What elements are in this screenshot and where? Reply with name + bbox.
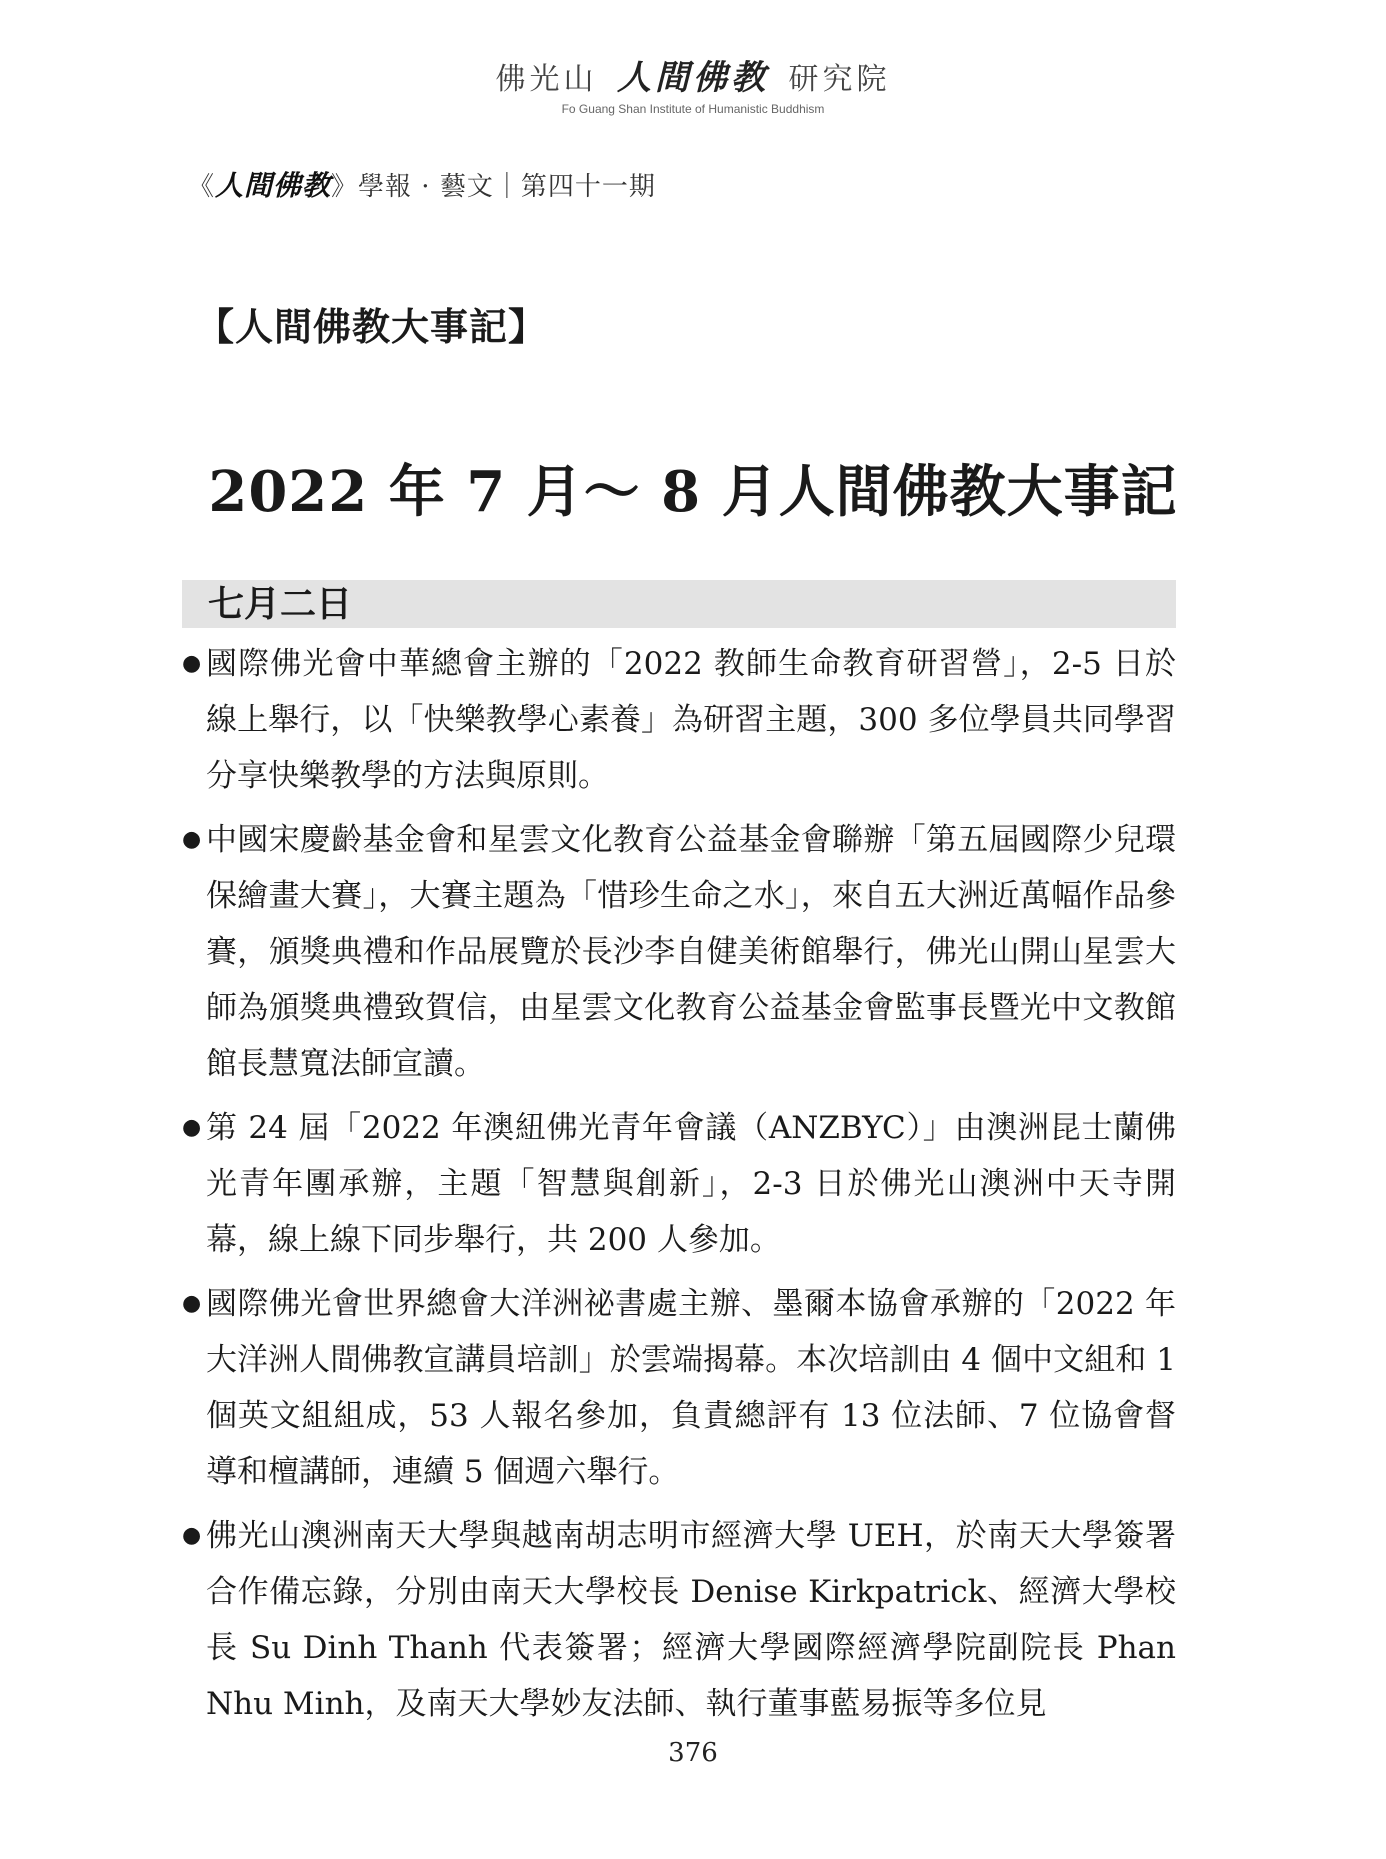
page-title: 2022 年 7 月～ 8 月人間佛教大事記	[208, 459, 1178, 525]
bullet-icon: ●	[182, 827, 202, 852]
bullet-icon: ●	[182, 651, 202, 676]
date-heading: 七月二日	[208, 583, 353, 625]
journal-brand-logo: 人間佛教	[215, 169, 332, 202]
entry-text: 國際佛光會中華總會主辦的「2022 教師生命教育研習營」，2-5 日於線上舉行，以「快樂教學心素養」為研習主題，300 多位學員共同學習分享快樂教學的方法與原則。	[206, 646, 1176, 794]
bullet-icon: ●	[182, 1291, 202, 1316]
list-item	[182, 1276, 1176, 1500]
institute-brand-logo: 人間佛教	[617, 58, 769, 98]
list-item	[182, 636, 1176, 804]
institute-header	[0, 58, 1386, 116]
section-heading: 【人間佛教大事記】	[196, 304, 548, 349]
entry-text: 中國宋慶齡基金會和星雲文化教育公益基金會聯辦「第五屆國際少兒環保繪畫大賽」，大賽主題為「惜珍生命之水」，來自五大洲近萬幅作品參賽，頒獎典禮和作品展覽於長沙李自健美術館舉行，佛光山開山星雲大師為頒獎典禮致賀信，由星雲文化教育公益基金會監事長暨光中文教館館長慧寬法師宣讀。	[206, 822, 1176, 1082]
institute-english-name: Fo Guang Shan Institute of Humanistic Buddhism	[561, 102, 825, 116]
list-item	[182, 1100, 1176, 1268]
institute-suffix: 研究院	[788, 62, 891, 97]
bullet-icon: ●	[182, 1115, 202, 1140]
page-number: 376	[668, 1738, 718, 1768]
journal-running-head	[188, 164, 656, 204]
event-list	[182, 636, 1176, 1740]
list-item	[182, 1508, 1176, 1732]
journal-issue-info: 》學報 · 藝文｜第四十一期	[331, 172, 656, 202]
institute-name	[0, 58, 1386, 100]
journal-open-bracket: 《	[188, 172, 216, 202]
entry-text: 第 24 屆「2022 年澳紐佛光青年會議（ANZBYC）」由澳洲昆士蘭佛光青年團承辦，主題「智慧與創新」，2-3 日於佛光山澳洲中天寺開幕，線上線下同步舉行，共 200 人參加。	[206, 1110, 1176, 1258]
bullet-icon: ●	[182, 1523, 202, 1548]
list-item	[182, 812, 1176, 1092]
institute-prefix: 佛光山	[495, 62, 598, 97]
date-heading-bar	[182, 580, 1176, 628]
entry-text: 國際佛光會世界總會大洋洲祕書處主辦、墨爾本協會承辦的「2022 年大洋洲人間佛教宣講員培訓」於雲端揭幕。本次培訓由 4 個中文組和 1 個英文組組成，53 人報名參加，負責總評有 13 位法師、7 位協會督導和檀講師，連續 5 個週六舉行。	[206, 1286, 1176, 1490]
entry-text: 佛光山澳洲南天大學與越南胡志明市經濟大學 UEH，於南天大學簽署合作備忘錄，分別由南天大學校長 Denise Kirkpatrick、經濟大學校長 Su Dinh Thanh 代表簽署；經濟大學國際經濟學院副院長 Phan Nhu Minh，及南天大學妙友法師、執行董事藍易振等多位見	[206, 1518, 1176, 1722]
